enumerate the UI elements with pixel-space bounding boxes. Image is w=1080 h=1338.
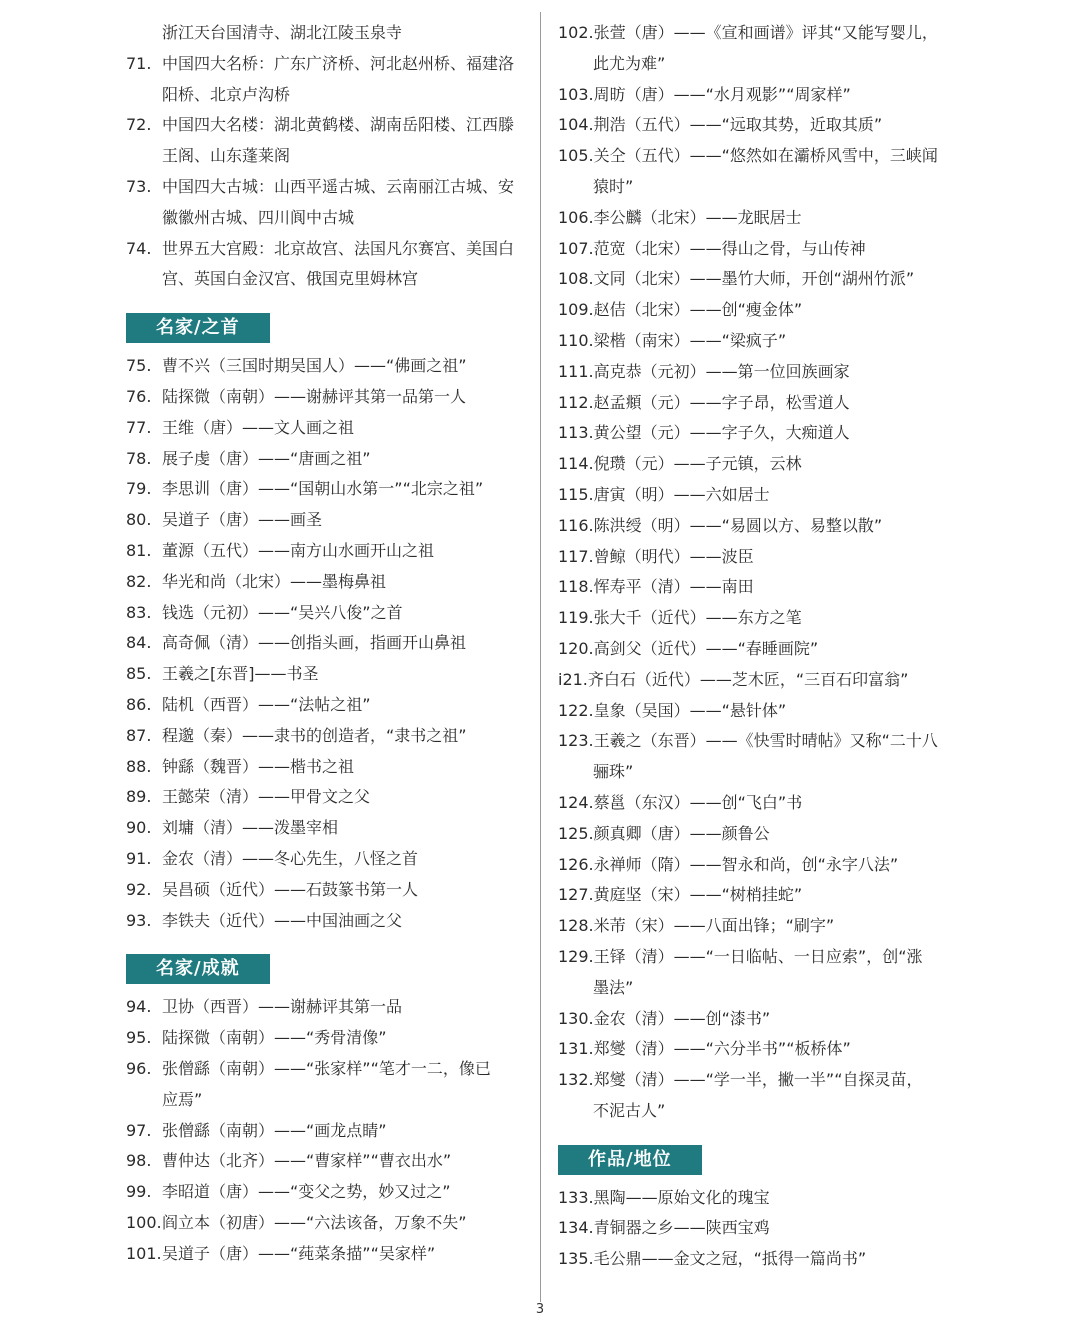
item-number: 106.: [558, 207, 594, 227]
item-text: 张大千（近代）——东方之笔: [593, 608, 802, 628]
list-item: [126, 813, 526, 844]
item-text: 李思训（唐）——“国朝山水第一”“北宗之祖”: [162, 479, 484, 499]
item-text: 皇象（吴国）——“悬针体”: [593, 700, 787, 720]
list-item: [126, 659, 526, 690]
list-item: [558, 326, 958, 357]
list-item: [558, 911, 958, 942]
item-text: 吴道子（唐）——画圣: [162, 510, 323, 530]
item-number: 94.: [126, 997, 152, 1017]
list-item: [558, 18, 958, 49]
list-item: [126, 844, 526, 875]
item-text: 程邈（秦）——隶书的创造者，“隶书之祖”: [162, 725, 467, 745]
item-number: 92.: [126, 879, 152, 899]
list-item: [558, 542, 958, 573]
item-text: 荆浩（五代）——“远取其势，近取其质”: [593, 115, 883, 135]
item-number: 126.: [558, 854, 594, 874]
list-item: [558, 449, 958, 480]
item-text: 骊珠”: [593, 762, 634, 782]
list-item: [558, 696, 958, 727]
item-text: 曹不兴（三国时期吴国人）——“佛画之祖”: [162, 356, 467, 376]
item-text: 米芾（宋）——八面出锋；“刷字”: [593, 916, 835, 936]
item-number: 131.: [558, 1039, 594, 1059]
item-number: 108.: [558, 269, 594, 289]
item-number: 98.: [126, 1151, 152, 1171]
item-number: 93.: [126, 910, 152, 930]
item-text: 徽徽州古城、四川阆中古城: [162, 207, 355, 227]
item-number: 77.: [126, 417, 152, 437]
item-text: 李公麟（北宋）——龙眠居士: [593, 207, 802, 227]
item-number: 112.: [558, 392, 594, 412]
list-item: [558, 110, 958, 141]
section-gap: [126, 295, 526, 303]
item-text: 应焉”: [162, 1089, 203, 1109]
list-item-continuation: [126, 1085, 526, 1116]
item-text: 阳桥、北京卢沟桥: [162, 84, 291, 104]
item-number: 85.: [126, 664, 152, 684]
item-text: 郑燮（清）——“学一半，撇一半”“自探灵苗，: [593, 1070, 923, 1090]
item-number: 73.: [126, 176, 152, 196]
item-number: 115.: [558, 484, 594, 504]
item-text: 王羲之（东晋）——《快雪时晴帖》又称“二十八: [593, 731, 938, 751]
item-number: 99.: [126, 1182, 152, 1202]
item-number: 124.: [558, 792, 594, 812]
item-text: 高克恭（元初）——第一位回族画家: [593, 361, 850, 381]
list-item: [126, 382, 526, 413]
item-number: 101.: [126, 1243, 162, 1263]
item-number: 81.: [126, 540, 152, 560]
item-number: 130.: [558, 1008, 594, 1028]
item-text: 周昉（唐）——“水月观影”“周家样”: [593, 84, 851, 104]
item-number: 119.: [558, 608, 594, 628]
list-item: [558, 388, 958, 419]
list-item-continuation: [558, 973, 958, 1004]
item-number: 133.: [558, 1187, 594, 1207]
list-item: [558, 511, 958, 542]
list-item: [558, 1213, 958, 1244]
list-item: [126, 351, 526, 382]
item-text: 吴昌硕（近代）——石鼓篆书第一人: [162, 879, 419, 899]
list-item: [126, 110, 526, 141]
list-item: [558, 357, 958, 388]
item-text: 张僧繇（南朝）——“画龙点睛”: [162, 1120, 387, 1140]
section-gap: [126, 936, 526, 944]
item-number: 74.: [126, 238, 152, 258]
item-number: 114.: [558, 454, 594, 474]
item-number: 84.: [126, 633, 152, 653]
list-item: [558, 788, 958, 819]
item-number: 75.: [126, 356, 152, 376]
item-number: 87.: [126, 725, 152, 745]
item-text: 董源（五代）——南方山水画开山之祖: [162, 540, 435, 560]
list-item: [126, 474, 526, 505]
item-number: 120.: [558, 638, 594, 658]
item-text: 中国四大古城：山西平遥古城、云南丽江古城、安: [162, 176, 515, 196]
item-number: 134.: [558, 1218, 594, 1238]
item-text: 展子虔（唐）——“唐画之祖”: [162, 448, 371, 468]
item-text: 陈洪绶（明）——“易圆以方、易整以散”: [593, 515, 883, 535]
item-text: 中国四大名楼：湖北黄鹤楼、湖南岳阳楼、江西滕: [162, 115, 515, 135]
item-number: 122.: [558, 700, 594, 720]
list-item: [558, 726, 958, 757]
list-item: [126, 49, 526, 80]
list-item-continuation: [558, 1096, 958, 1127]
list-item: [126, 505, 526, 536]
list-item: [126, 721, 526, 752]
item-number: 89.: [126, 787, 152, 807]
list-item: [558, 234, 958, 265]
item-number: 117.: [558, 546, 594, 566]
item-number: 125.: [558, 823, 594, 843]
item-text: 钟繇（魏晋）——楷书之祖: [162, 756, 355, 776]
item-number: 129.: [558, 946, 594, 966]
list-item: [126, 536, 526, 567]
section-gap: [558, 1127, 958, 1135]
item-text: 恽寿平（清）——南田: [593, 577, 754, 597]
item-text: 倪瓒（元）——子元镇，云林: [593, 454, 802, 474]
item-text: 颜真卿（唐）——颜鲁公: [593, 823, 770, 843]
item-text: 王维（唐）——文人画之祖: [162, 417, 355, 437]
item-text: 黄庭坚（宋）——“树梢挂蛇”: [593, 885, 803, 905]
item-number: 107.: [558, 238, 594, 258]
item-number: 91.: [126, 848, 152, 868]
item-number: 82.: [126, 571, 152, 591]
list-item: [558, 603, 958, 634]
item-text: 猿时”: [593, 176, 634, 196]
item-text: 王羲之[东晋]——书圣: [162, 664, 319, 684]
list-item-continuation: [558, 49, 958, 80]
item-number: 71.: [126, 53, 152, 73]
item-number: 127.: [558, 885, 594, 905]
list-item: [126, 567, 526, 598]
item-text: 唐寅（明）——六如居士: [593, 484, 770, 504]
item-text: 金农（清）——冬心先生，八怪之首: [162, 848, 419, 868]
item-text: 赵孟頫（元）——字子昂，松雪道人: [593, 392, 850, 412]
list-item: [558, 572, 958, 603]
item-text: 蔡邕（东汉）——创“飞白”书: [593, 792, 803, 812]
item-text: 吴道子（唐）——“莼菜条描”“吴家样”: [162, 1243, 436, 1263]
item-text: 中国四大名桥：广东广济桥、河北赵州桥、福建洛: [162, 53, 515, 73]
page-number: 3: [535, 1302, 545, 1317]
list-item: [126, 752, 526, 783]
item-text: 郑燮（清）——“六分半书”“板桥体”: [593, 1039, 851, 1059]
item-text: 陆探微（南朝）——谢赫评其第一品第一人: [162, 386, 467, 406]
list-item-continuation: [558, 757, 958, 788]
list-item: [558, 942, 958, 973]
list-item-continuation: [126, 141, 526, 172]
section-heading: 名家/之首: [126, 313, 270, 343]
list-item: [126, 1208, 526, 1239]
list-item: [558, 1034, 958, 1065]
list-item: [558, 141, 958, 172]
item-number: 95.: [126, 1028, 152, 1048]
list-item-continuation: [558, 172, 958, 203]
item-number: 96.: [126, 1058, 152, 1078]
list-item: [126, 444, 526, 475]
item-number: 110.: [558, 330, 594, 350]
list-item: [126, 172, 526, 203]
item-number: 80.: [126, 510, 152, 530]
right-column: [558, 18, 958, 1275]
list-item: [558, 1244, 958, 1275]
section-heading-row: [126, 303, 526, 351]
item-number: 104.: [558, 115, 594, 135]
list-item: [558, 819, 958, 850]
item-text: 李铁夫（近代）——中国油画之父: [162, 910, 403, 930]
item-number: 79.: [126, 479, 152, 499]
list-item: [558, 295, 958, 326]
item-text: 张萱（唐）——《宣和画谱》评其“又能写婴儿，: [593, 23, 938, 42]
list-item: [558, 880, 958, 911]
list-item: [558, 1065, 958, 1096]
list-item: [558, 1004, 958, 1035]
item-text: 青铜器之乡——陕西宝鸡: [593, 1218, 770, 1238]
item-number: 97.: [126, 1120, 152, 1140]
item-number: 88.: [126, 756, 152, 776]
item-text: 毛公鼎——金文之冠，“抵得一篇尚书”: [593, 1249, 867, 1269]
item-number: 118.: [558, 577, 594, 597]
item-text: 赵佶（北宋）——创“瘦金体”: [593, 300, 803, 320]
list-item: [126, 1054, 526, 1085]
list-item: [126, 1146, 526, 1177]
list-item: [558, 203, 958, 234]
item-number: 111.: [558, 361, 594, 381]
list-item-continuation: [126, 80, 526, 111]
item-number: 132.: [558, 1070, 594, 1090]
list-item: [126, 1023, 526, 1054]
item-text: 钱选（元初）——“吴兴八俊”之首: [162, 602, 403, 622]
item-text: 高剑父（近代）——“春睡画院”: [593, 638, 819, 658]
item-text: 卫协（西晋）——谢赫评其第一品: [162, 997, 403, 1017]
list-item: [558, 264, 958, 295]
item-text: 阎立本（初唐）——“六法该备，万象不失”: [162, 1212, 467, 1232]
list-item: [126, 906, 526, 937]
item-text: 宫、英国白金汉宫、俄国克里姆林宫: [162, 269, 419, 289]
item-text: 李昭道（唐）——“变父之势，妙又过之”: [162, 1182, 451, 1202]
item-text: 世界五大宫殿：北京故宫、法国凡尔赛宫、美国白: [162, 238, 515, 258]
item-text: 陆机（西晋）——“法帖之祖”: [162, 694, 371, 714]
list-item-continuation: [126, 203, 526, 234]
item-text: 不泥古人”: [593, 1100, 666, 1120]
list-item: [558, 1183, 958, 1214]
item-text: 刘墉（清）——泼墨宰相: [162, 818, 339, 838]
item-number: 128.: [558, 916, 594, 936]
item-text: 陆探微（南朝）——“秀骨清像”: [162, 1028, 387, 1048]
list-item: [126, 1239, 526, 1270]
item-text: 王懿荣（清）——甲骨文之父: [162, 787, 371, 807]
list-item-continuation: [126, 18, 526, 49]
section-heading-row: [558, 1135, 958, 1183]
item-number: 100.: [126, 1212, 162, 1232]
item-number: 83.: [126, 602, 152, 622]
item-text: 关仝（五代）——“悠然如在灞桥风雪中，三峡闻: [593, 146, 938, 166]
list-item: [126, 628, 526, 659]
item-text: 浙江天台国清寺、湖北江陵玉泉寺: [162, 23, 403, 42]
item-text: 永禅师（隋）——智永和尚，创“永字八法”: [593, 854, 899, 874]
item-number: i21.: [558, 669, 588, 689]
item-number: 72.: [126, 115, 152, 135]
item-text: 此尤为难”: [593, 53, 666, 73]
item-text: 王铎（清）——“一日临帖、一日应索”，创“涨: [593, 946, 923, 966]
item-text: 金农（清）——创“漆书”: [593, 1008, 771, 1028]
list-item: [126, 992, 526, 1023]
list-item: [126, 690, 526, 721]
list-item: [558, 480, 958, 511]
item-number: 78.: [126, 448, 152, 468]
item-number: 123.: [558, 731, 594, 751]
item-number: 76.: [126, 386, 152, 406]
list-item: [126, 234, 526, 265]
item-number: 105.: [558, 146, 594, 166]
item-text: 齐白石（近代）——芝木匠，“三百石印富翁”: [587, 669, 909, 689]
item-text: 文同（北宋）——墨竹大师，开创“湖州竹派”: [593, 269, 915, 289]
item-text: 高奇佩（清）——创指头画，指画开山鼻祖: [162, 633, 467, 653]
item-text: 范宽（北宋）——得山之骨，与山传神: [593, 238, 866, 258]
item-text: 王阁、山东蓬莱阁: [162, 146, 291, 166]
list-item: [126, 875, 526, 906]
item-number: 135.: [558, 1249, 594, 1269]
item-text: 黄公望（元）——字子久，大痴道人: [593, 423, 850, 443]
section-heading: 名家/成就: [126, 954, 270, 984]
item-text: 墨法”: [593, 977, 634, 997]
list-item: [558, 634, 958, 665]
list-item-continuation: [126, 264, 526, 295]
list-item: [558, 80, 958, 111]
item-number: 86.: [126, 694, 152, 714]
item-number: 109.: [558, 300, 594, 320]
column-divider: [540, 12, 541, 1302]
left-column: [126, 18, 526, 1269]
list-item: [126, 1177, 526, 1208]
list-item: [558, 665, 958, 696]
list-item: [126, 598, 526, 629]
item-text: 华光和尚（北宋）——墨梅鼻祖: [162, 571, 387, 591]
item-number: 116.: [558, 515, 594, 535]
list-item: [126, 1116, 526, 1147]
item-number: 103.: [558, 84, 594, 104]
list-item: [558, 850, 958, 881]
item-text: 梁楷（南宋）——“梁疯子”: [593, 330, 787, 350]
item-text: 张僧繇（南朝）——“张家样”“笔才一二，像已: [162, 1058, 491, 1078]
item-number: 102.: [558, 23, 594, 42]
list-item: [126, 413, 526, 444]
item-text: 曹仲达（北齐）——“曹家样”“曹衣出水”: [162, 1151, 452, 1171]
item-text: 黑陶——原始文化的瑰宝: [593, 1187, 770, 1207]
item-number: 90.: [126, 818, 152, 838]
item-number: 113.: [558, 423, 594, 443]
section-heading-row: [126, 944, 526, 992]
item-text: 曾鲸（明代）——波臣: [593, 546, 754, 566]
list-item: [126, 782, 526, 813]
section-heading: 作品/地位: [558, 1145, 702, 1175]
list-item: [558, 418, 958, 449]
